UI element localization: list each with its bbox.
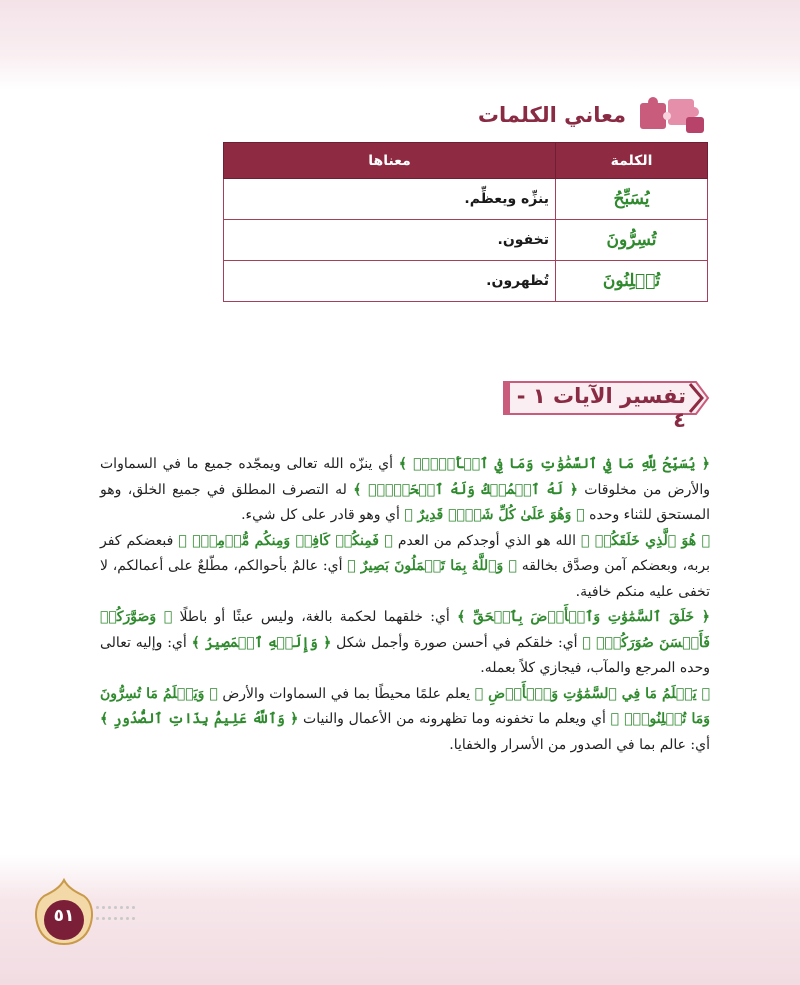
vocab-table-header-row (224, 143, 708, 179)
verse-quote: ﴿ يَعۡلَمُ مَا فِي ٱلسَّمَٰوَٰتِ وَٱلۡأَرۡضِ ﴾ (474, 685, 711, 702)
verse-quote: ﴿ لَهُ ٱلۡمُلۡكُ وَلَهُ ٱلۡحَمۡدُۖ ﴾ (353, 481, 578, 498)
explanation-text: له التصرف المطلق في جميع الخلق، وهو المستحق للثناء وحده (100, 481, 710, 523)
verse-quote: ﴿ وَٱللَّهُ عَلِيمُۢ بِذَاتِ ٱلصُّدُورِ ﴾ (100, 711, 299, 727)
vocab-meaning: تخفون. (224, 220, 556, 261)
decorative-dots-icon (96, 906, 136, 926)
verse-quote: ﴿ وَهُوَ عَلَىٰ كُلِّ شَيۡءٖ قَدِيرٌ ﴾ (404, 507, 585, 523)
explanation-text: يعلم علمًا محيطًا بما في السماوات والأرض (217, 685, 475, 702)
explanation-text: أي ويعلم ما تخفونه وما تظهرونه من الأعمال والنيات (298, 711, 611, 727)
explanation-text: الله هو الذي أوجدكم من العدم (392, 532, 581, 549)
verse-quote: ﴿ خَلَقَ ٱلسَّمَٰوَٰتِ وَٱلۡأَرۡضَ بِٱلۡحَقِّ ﴾ (457, 609, 710, 625)
verse-quote: ﴿ يُسَبِّحُ لِلَّهِ مَا فِي ٱلسَّمَٰوَٰتِ وَمَا فِي ٱلۡأَرۡضِۖ ﴾ (398, 456, 710, 472)
explanation-text: أي: وإليه تعالى وحده المرجع والمآب، فيجازي كلاً بعمله. (100, 634, 710, 676)
explanation-text: أي: عالم بما في الصدور من الأسرار والخفايا. (449, 736, 710, 753)
tafsir-paragraph (100, 529, 710, 606)
tafsir-paragraph (100, 452, 710, 529)
explanation-text: أي: خلقكم في أحسن صورة وأجمل شكل (331, 634, 583, 651)
vocab-table (223, 142, 708, 302)
explanation-text: فبعضكم كفر بربه، وبعضكم آمن وصدَّق بخالقه (100, 532, 710, 574)
vocab-section-title: معاني الكلمات (477, 103, 626, 127)
explanation-text: أي ينزّه الله تعالى ويمجّده جميع ما في السماوات والأرض من مخلوقات (100, 456, 710, 498)
tafsir-paragraph (100, 682, 710, 759)
vocab-word: تُعۡلِنُونَ (556, 261, 708, 302)
tafsir-body (100, 452, 710, 758)
explanation-text: أي: عالمٌ بأحوالكم، مطّلعٌ على أعمالكم، لا تخفى عليه منكم خافية. (100, 558, 710, 600)
tafsir-section-heading (500, 378, 712, 432)
table-row (224, 261, 708, 302)
header-word: الكلمة (556, 143, 708, 179)
verse-quote: ﴿ وَإِلَيۡهِ ٱلۡمَصِيرُ ﴾ (191, 634, 332, 651)
vocab-word: تُسِرُّونَ (556, 220, 708, 261)
table-row (224, 179, 708, 220)
verse-quote: ﴿ وَٱللَّهُ بِمَا تَعۡمَلُونَ بَصِيرٌ ﴾ (347, 558, 517, 574)
verse-quote: ﴿ فَمِنكُمۡ كَافِرٞ وَمِنكُم مُّؤۡمِنٞۚ ﴾ (178, 532, 393, 549)
verse-quote: ﴿ وَصَوَّرَكُمۡ فَأَحۡسَنَ صُوَرَكُمۡۖ ﴾ (100, 609, 710, 651)
vocab-word: يُسَبِّحُ (556, 179, 708, 220)
explanation-text: أي: خلقهما لحكمة بالغة، وليس عبثًا أو باطلًا (172, 609, 458, 625)
header-meaning: معناها (224, 143, 556, 179)
page-number-badge (32, 878, 96, 948)
tafsir-section-title: تفسير الآيات ١ - ٤ (516, 384, 686, 432)
verse-quote: ﴿ وَيَعۡلَمُ مَا تُسِرُّونَ وَمَا تُعۡلِنُونَۚ ﴾ (100, 685, 710, 727)
vocab-meaning: تُظهرون. (224, 261, 556, 302)
tafsir-paragraph (100, 605, 710, 682)
decorative-ornament-border (110, 878, 800, 968)
puzzle-pieces-icon (636, 93, 710, 137)
vocab-meaning: ينزِّه ويعظِّم. (224, 179, 556, 220)
explanation-text: أي وهو قادر على كل شيء. (241, 507, 405, 523)
verse-quote: ﴿ هُوَ ٱلَّذِي خَلَقَكُمۡ ﴾ (580, 532, 711, 549)
top-background-band (0, 0, 800, 90)
table-row (224, 220, 708, 261)
page-number: ٥١ (53, 906, 75, 926)
vocab-section-heading (470, 92, 710, 138)
